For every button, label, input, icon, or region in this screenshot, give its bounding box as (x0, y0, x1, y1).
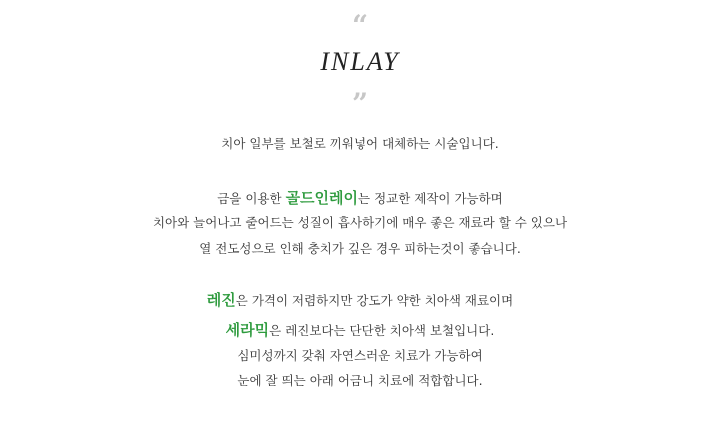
close-quote-icon: ” (351, 87, 369, 120)
ceramic-line-suffix: 은 레진보다는 단단한 치아색 보철입니다. (269, 323, 495, 338)
gold-inlay-line-1 (0, 189, 720, 208)
section-title: INLAY (320, 47, 400, 76)
resin-line-1 (0, 291, 720, 310)
ceramic-highlight: 세라믹 (225, 321, 270, 339)
resin-line-1-suffix: 은 가격이 저렴하지만 강도가 약한 치아색 재료이며 (235, 293, 514, 308)
gold-inlay-line-3: 열 전도성으로 인해 충치가 깊은 경우 피하는것이 좋습니다. (199, 241, 521, 256)
resin-highlight: 레진 (206, 291, 236, 309)
intro-text: 치아 일부를 보철로 끼워넣어 대체하는 시술입니다. (221, 136, 499, 151)
gold-inlay-line-2: 치아와 늘어나고 줄어드는 성질이 흡사하기에 매우 좋은 재료라 할 수 있으나 (152, 215, 568, 230)
resin-line-3: 심미성까지 갖춰 자연스러운 치료가 가능하여 (237, 348, 483, 363)
gold-inlay-line-1-prefix: 금을 이용한 (217, 191, 286, 206)
open-quote-icon: “ (351, 9, 369, 42)
ceramic-line (0, 321, 720, 340)
gold-inlay-highlight: 골드인레이 (285, 189, 359, 207)
resin-line-4: 눈에 잘 띄는 아래 어금니 치료에 적합합니다. (237, 373, 483, 388)
gold-inlay-line-1-suffix: 는 정교한 제작이 가능하며 (358, 191, 503, 206)
